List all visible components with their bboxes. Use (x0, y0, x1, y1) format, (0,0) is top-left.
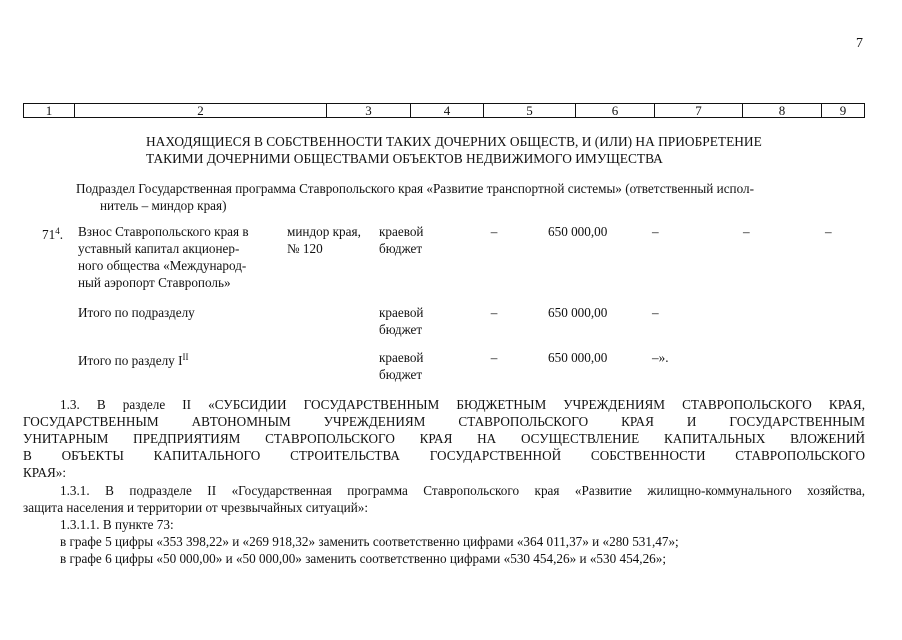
row-col7: – (652, 224, 659, 239)
column-number: 9 (822, 104, 865, 118)
row-col5: – (490, 350, 498, 365)
row-col7: –». (652, 350, 669, 365)
row-col6: 650 000,00 (548, 305, 608, 320)
row-col5: – (490, 305, 498, 320)
row-name: Итого по подразделу (78, 305, 195, 320)
paragraph-1-3 (23, 396, 865, 481)
paragraph-graph-6: в графе 6 цифры «50 000,00» и «50 000,00» заменить соответственно цифрами «530 454,26» и «530 454,26»; (60, 551, 667, 566)
row-col8: – (743, 224, 750, 239)
subsection-title-line: Подраздел Государственная программа Ставропольского края «Развитие транспортной системы» (ответственный испол- (76, 181, 754, 196)
paragraph-line: защита населения и территории от чрезвычайных ситуаций»: (23, 500, 369, 515)
row-name (78, 223, 276, 291)
row-executor-line: № 120 (287, 241, 323, 256)
row-funding-source-line: бюджет (379, 241, 423, 256)
subsection-title (76, 180, 866, 214)
column-number: 6 (576, 104, 655, 118)
subsection-title-line: нитель – миндор края) (100, 198, 227, 213)
row-funding-source-line: краевой (379, 305, 424, 320)
column-number: 4 (411, 104, 484, 118)
column-number: 7 (655, 104, 743, 118)
row-col6: 650 000,00 (548, 350, 608, 365)
column-number: 5 (484, 104, 576, 118)
column-number: 1 (24, 104, 75, 118)
row-funding-source-line: краевой (379, 224, 424, 239)
row-executor (287, 223, 377, 257)
row-name-line: уставный капитал акционер- (78, 241, 240, 256)
paragraph-line: ГОСУДАРСТВЕННЫМ АВТОНОМНЫМ УЧРЕЖДЕНИЯМ СТАВРОПОЛЬСКОГО КРАЯ И ГОСУДАРСТВЕННЫМ (23, 414, 865, 429)
paragraph-1-3-1-1: 1.3.1.1. В пункте 73: (60, 517, 174, 532)
row-number: $71^4$. (42, 226, 63, 242)
section-heading-line: ТАКИМИ ДОЧЕРНИМИ ОБЩЕСТВАМИ ОБЪЕКТОВ НЕДВИЖИМОГО ИМУЩЕСТВА (146, 151, 663, 166)
row-funding-source-line: бюджет (379, 367, 423, 382)
row-col7: – (652, 305, 659, 320)
row-executor-line: миндор края, (287, 224, 361, 239)
paragraph-line: КРАЯ»: (23, 465, 67, 480)
row-funding-source (379, 223, 449, 257)
row-col6: 650 000,00 (548, 224, 608, 239)
paragraph-line: 1.3.1. В подразделе II «Государственная программа Ставропольского края «Развитие жилищно-коммунального хозяйства, (60, 483, 865, 498)
column-number: 8 (743, 104, 822, 118)
paragraph-1-3-1 (23, 482, 865, 516)
row-col9: – (825, 224, 832, 239)
row-name-line: ный аэропорт Ставрополь» (78, 275, 231, 290)
row-funding-source-line: бюджет (379, 322, 423, 337)
row-funding-source (379, 349, 449, 383)
row-name: Итого по разделу $I^{II}$ (78, 352, 189, 368)
paragraph-graph-5: в графе 5 цифры «353 398,22» и «269 918,32» заменить соответственно цифрами «364 011,37» и «280 531,47»; (60, 534, 679, 549)
row-name-line: Взнос Ставропольского края в (78, 224, 249, 239)
paragraph-line: УНИТАРНЫМ ПРЕДПРИЯТИЯМ СТАВРОПОЛЬСКОГО КРАЯ НА ОСУЩЕСТВЛЕНИЕ КАПИТАЛЬНЫХ ВЛОЖЕНИЙ (23, 431, 865, 446)
row-funding-source (379, 304, 449, 338)
row-name-line: ного общества «Международ- (78, 258, 247, 273)
section-heading (146, 133, 866, 167)
column-number: 2 (75, 104, 327, 118)
column-number-header (23, 103, 865, 118)
page-number: 7 (856, 36, 863, 51)
paragraph-line: В ОБЪЕКТЫ КАПИТАЛЬНОГО СТРОИТЕЛЬСТВА ГОСУДАРСТВЕННОЙ СОБСТВЕННОСТИ СТАВРОПОЛЬСКОГО (23, 448, 865, 463)
paragraph-line: 1.3. В разделе II «СУБСИДИИ ГОСУДАРСТВЕННЫМ БЮДЖЕТНЫМ УЧРЕЖДЕНИЯМ СТАВРОПОЛЬСКОГО КРАЯ, (60, 397, 865, 412)
section-heading-line: НАХОДЯЩИЕСЯ В СОБСТВЕННОСТИ ТАКИХ ДОЧЕРНИХ ОБЩЕСТВ, И (ИЛИ) НА ПРИОБРЕТЕНИЕ (146, 134, 762, 149)
column-number: 3 (327, 104, 411, 118)
row-col5: – (490, 224, 498, 239)
row-funding-source-line: краевой (379, 350, 424, 365)
